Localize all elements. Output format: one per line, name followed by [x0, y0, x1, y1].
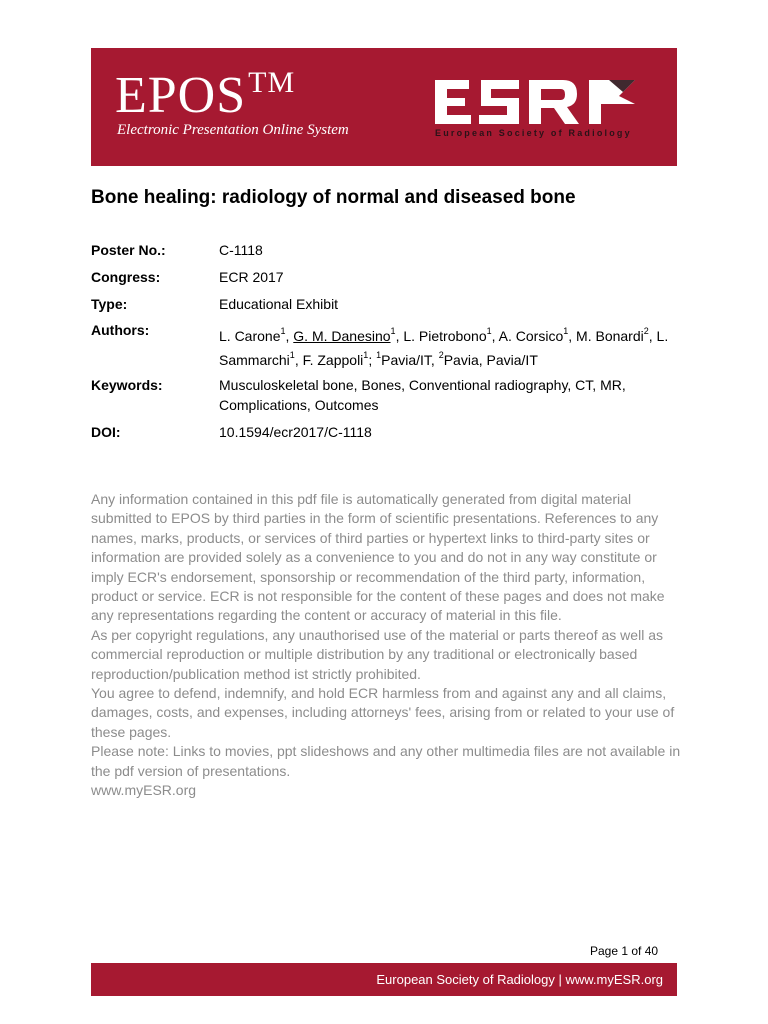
footer-text: European Society of Radiology | www.myESR.org — [376, 972, 663, 987]
author-3: L. Pietrobono — [403, 328, 487, 344]
affiliation-1: Pavia/IT — [381, 352, 431, 368]
doi-label: DOI: — [91, 424, 121, 440]
type-label: Type: — [91, 296, 128, 312]
disclaimer-website: www.myESR.org — [91, 782, 197, 799]
epos-tm: TM — [248, 66, 296, 99]
epos-title: EPOS — [115, 67, 247, 124]
document-title: Bone healing: radiology of normal and diseased bone — [91, 187, 576, 208]
author-5: M. Bonardi — [576, 328, 644, 344]
disclaimer — [91, 490, 681, 801]
author-6: L. Sammarchi — [219, 328, 669, 368]
affiliation-1-marker: 1 — [376, 350, 382, 361]
doi-value: 10.1594/ecr2017/C-1118 — [219, 424, 372, 440]
page-indicator: Page 1 of 40 — [590, 944, 659, 958]
authors-value: L. Carone$^1$, G. M. Danesino$^1$, L. Pietrobono$^1$, A. Corsico$^1$, M. Bonardi$^2$, L. Sammarchi$^1$, F. Zappoli$^1$; $^1$Pavia/IT, $^2$Pavia, Pavia/IT — [219, 326, 669, 368]
poster-value: C-1118 — [219, 242, 263, 258]
author-4: A. Corsico — [498, 328, 564, 344]
disclaimer-paragraph-2: As per copyright regulations, any unauthorised use of the material or parts thereof as well as commercial reproduction or multiple distribution by any traditional or electronically based reproduction/publication method ist strictly prohibited. — [91, 626, 663, 682]
author-7-affiliation: 1 — [363, 350, 369, 361]
disclaimer-paragraph-3: You agree to defend, indemnify, and hold ECR harmless from and against any and all claims, damages, costs, and expenses, including attorneys' fees, arising from or related to your use of these pages. — [91, 685, 675, 740]
keywords-label: Keywords: — [91, 377, 163, 393]
congress-label: Congress: — [91, 269, 161, 285]
footer-banner — [91, 963, 677, 996]
disclaimer-paragraph-1: Any information contained in this pdf file is automatically generated from digital material submitted to EPOS by third parties in the form of scientific presentations. References to any names, marks, products, or services of third parties or hypertext links to third-party sites or information are provided solely as a convenience to you and do not in any way constitute or imply ECR's endorsement, sponsorship or recommendation of the third party, information, product or service. ECR is not responsible for the content of these pages and does not make any representations regarding the content or accuracy of material in this file. — [91, 491, 665, 624]
authors-label: Authors: — [91, 322, 150, 338]
author-7: F. Zappoli — [302, 352, 364, 368]
author-3-affiliation: 1 — [486, 326, 492, 337]
author-4-affiliation: 1 — [563, 326, 569, 337]
author-1-affiliation: 1 — [280, 326, 286, 337]
congress-value: ECR 2017 — [219, 269, 284, 285]
author-6-affiliation: 1 — [289, 350, 295, 361]
author-2-affiliation: 1 — [390, 326, 396, 337]
author-5-affiliation: 2 — [643, 326, 649, 337]
epos-logo — [115, 66, 296, 124]
affiliation-2: Pavia, Pavia/IT — [443, 352, 538, 368]
esr-full-name: European Society of Radiology — [435, 128, 632, 138]
poster-label: Poster No.: — [91, 242, 166, 258]
disclaimer-paragraph-4: Please note: Links to movies, ppt slideshows and any other multimedia files are not available in the pdf version of presentations. — [91, 743, 681, 779]
type-value: Educational Exhibit — [219, 296, 339, 312]
header-banner — [91, 48, 677, 166]
author-2-presenting: G. M. Danesino — [293, 328, 391, 344]
esr-logo-icon — [433, 78, 637, 128]
epos-subtitle: Electronic Presentation Online System — [117, 122, 349, 138]
author-1: L. Carone — [219, 328, 281, 344]
affiliation-2-marker: 2 — [438, 350, 444, 361]
keywords-value: Musculoskeletal bone, Bones, Conventional radiography, CT, MR, Complications, Outcomes — [219, 377, 626, 413]
